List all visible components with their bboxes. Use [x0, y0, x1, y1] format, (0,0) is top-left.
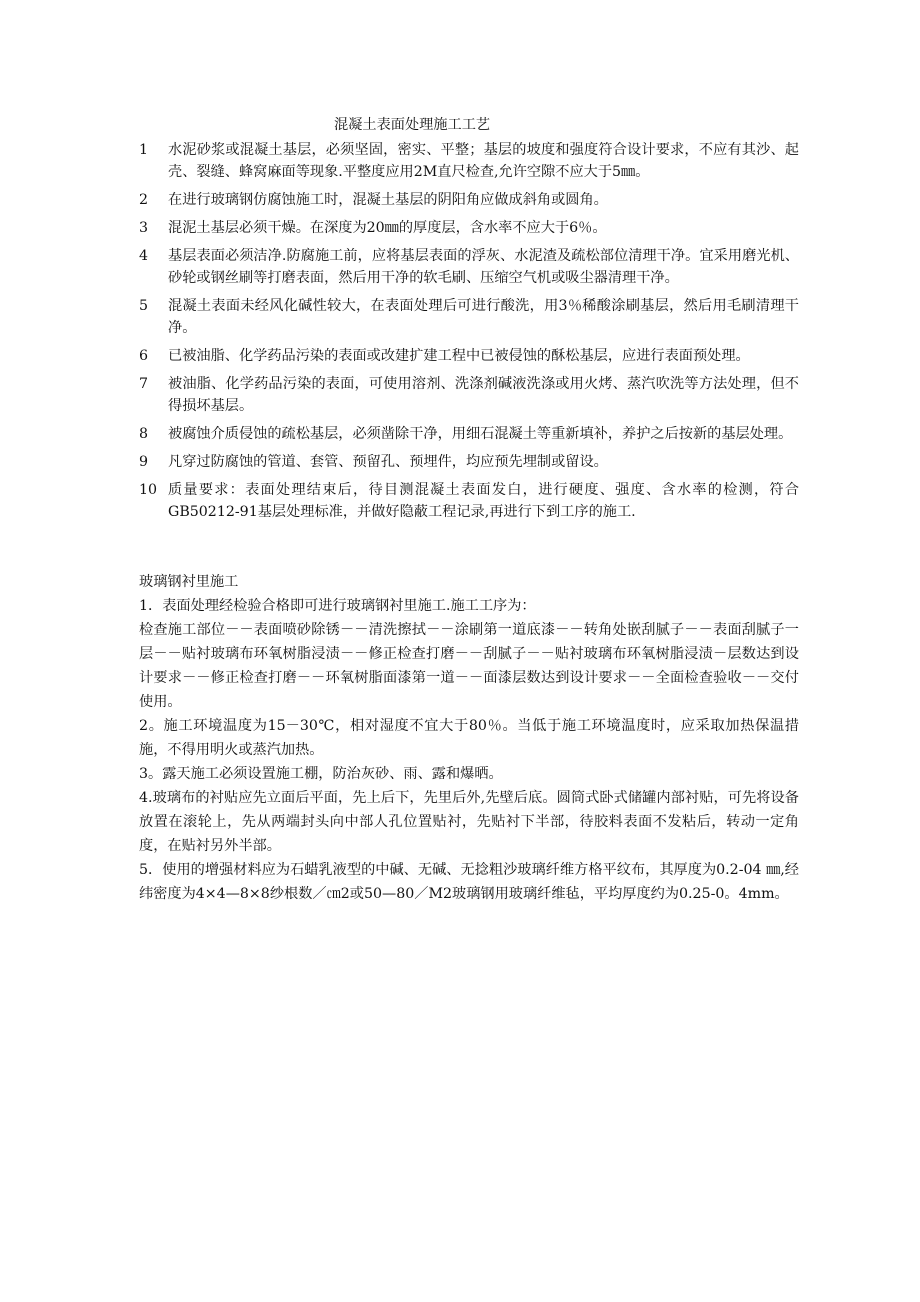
item-text: 已被油脂、化学药品污染的表面或改建扩建工程中已被侵蚀的酥松基层，应进行表面预处理。: [168, 348, 750, 364]
list-item: [139, 189, 799, 211]
section-paragraph: 1．表面处理经检验合格即可进行玻璃钢衬里施工.施工工序为：: [139, 598, 536, 614]
item-number: 2: [139, 192, 149, 208]
list-item: [139, 373, 799, 417]
item-text: 质量要求：表面处理结束后，待目测混凝土表面发白，进行硬度、强度、含水率的检测，符合GB50212-91基层处理标准，并做好隐蔽工程记录,再进行下到工序的施工.: [168, 482, 799, 520]
item-number: 10: [139, 482, 158, 498]
list-item: [139, 479, 799, 523]
section-paragraph: 2。施工环境温度为15－30℃，相对湿度不宜大于80％。当低于施工环境温度时，应采取加热保温措施，不得用明火或蒸汽加热。: [139, 718, 799, 758]
list-item: [139, 451, 799, 473]
item-number: 8: [139, 426, 149, 442]
item-text: 基层表面必须洁净.防腐施工前，应将基层表面的浮灰、水泥渣及疏松部位清理干净。宜采用磨光机、砂轮或钢丝刷等打磨表面，然后用干净的软毛刷、压缩空气机或吸尘器清理干净。: [168, 248, 799, 286]
list-item: [139, 423, 799, 445]
item-text: 被腐蚀介质侵蚀的疏松基层，必须凿除干净，用细石混凝土等重新填补，养护之后按新的基层处理。: [168, 426, 793, 442]
list-item: [139, 345, 799, 367]
section-paragraph: 3。露天施工必须设置施工棚，防治灰砂、雨、露和爆晒。: [139, 766, 503, 782]
section-paragraph: 检查施工部位－－表面喷砂除锈－－清洗擦拭－－涂刷第一道底漆－－转角处嵌刮腻子－－表面刮腻子一层－－贴衬玻璃布环氧树脂浸渍－－修正检查打磨－－刮腻子－－贴衬玻璃布环氧树脂浸渍－层数达到设计要求－－修正检查打磨－－环氧树脂面漆第一道－－面漆层数达到设计要求－－全面检查验收－－交付使用。: [139, 622, 799, 710]
item-number: 9: [139, 454, 149, 470]
item-text: 混泥土基层必须干燥。在深度为20㎜的厚度层，含水率不应大于6％。: [168, 220, 607, 236]
item-number: 3: [139, 220, 149, 236]
requirements-list: [139, 139, 799, 529]
section-paragraph: 5．使用的增强材料应为石蜡乳液型的中碱、无碱、无捻粗沙玻璃纤维方格平纹布，其厚度为0.2-04 ㎜,经纬密度为4×4—8×8纱根数／㎝2或50—80／M2玻璃钢用玻璃纤维毡，平均厚度约为0.25-0。4mm。: [139, 862, 799, 902]
item-text: 被油脂、化学药品污染的表面，可使用溶剂、洗涤剂碱液洗涤或用火烤、蒸汽吹洗等方法处理，但不得损坏基层。: [168, 376, 799, 414]
list-item: [139, 139, 799, 183]
list-item: [139, 295, 799, 339]
item-number: 4: [139, 248, 149, 264]
item-text: 凡穿过防腐蚀的管道、套管、预留孔、预埋件，均应预先埋制或留设。: [168, 454, 608, 470]
list-item: [139, 245, 799, 289]
lining-section: [139, 570, 799, 906]
document-title: 混凝土表面处理施工工艺: [334, 117, 491, 133]
item-number: 6: [139, 348, 149, 364]
list-item: [139, 217, 799, 239]
item-number: 7: [139, 376, 149, 392]
item-text: 在进行玻璃钢仿腐蚀施工时，混凝土基层的阴阳角应做成斜角或圆角。: [168, 192, 608, 208]
section-heading: 玻璃钢衬里施工: [139, 574, 239, 590]
item-number: 1: [139, 142, 149, 158]
item-text: 混凝土表面未经风化碱性较大，在表面处理后可进行酸洗，用3％稀酸涂刷基层，然后用毛刷清理干净。: [168, 298, 799, 336]
section-paragraph: 4.玻璃布的衬贴应先立面后平面，先上后下，先里后外,先壁后底。圆筒式卧式储罐内部衬贴，可先将设备放置在滚轮上，先从两端封头向中部人孔位置贴衬，先贴衬下半部，待胶料表面不发粘后，转动一定角度，在贴衬另外半部。: [139, 790, 799, 854]
item-number: 5: [139, 298, 149, 314]
item-text: 水泥砂浆或混凝土基层，必须坚固，密实、平整；基层的坡度和强度符合设计要求，不应有其沙、起壳、裂缝、蜂窝麻面等现象.平整度应用2M直尺检查,允许空隙不应大于5㎜。: [168, 142, 799, 180]
